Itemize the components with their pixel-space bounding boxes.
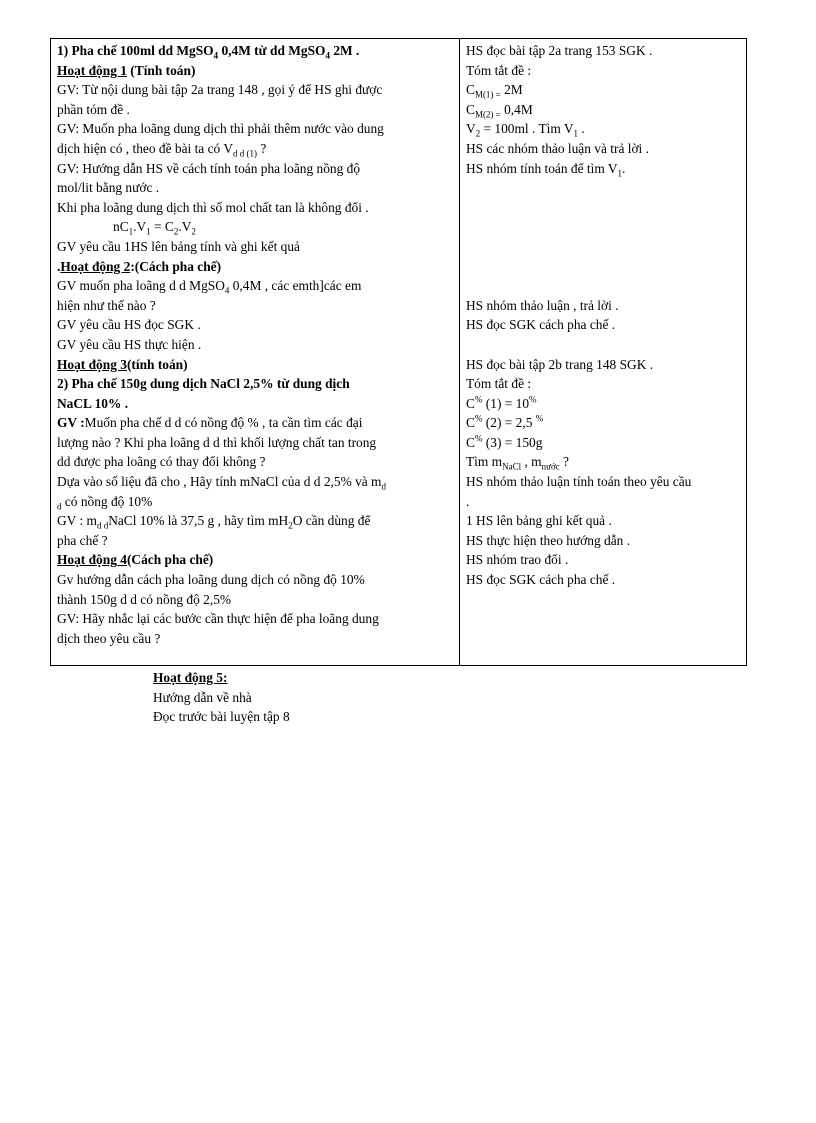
text-line: dd được pha loãng có thay đổi không ?: [57, 454, 266, 470]
text-line: HS thực hiện theo hướng dẫn .: [466, 532, 631, 548]
text-line: GV :Muốn pha chế d d có nồng độ % , ta cần tìm các đại: [57, 415, 363, 431]
text-line: HS đọc SGK cách pha chế .: [466, 317, 616, 333]
text-line: GV: Hướng dẫn HS về cách tính toán pha loãng nồng độ: [57, 160, 361, 176]
text-line: Tóm tắt đề :: [466, 376, 532, 392]
text-line: C% (2) = 2,5 %: [466, 413, 544, 431]
text-line: hiện như thế nào ?: [57, 297, 156, 313]
text-line: HS nhóm thảo luận tính toán theo yêu cầu: [466, 474, 692, 490]
text-line: 1 HS lên bảng ghi kết quả .: [466, 513, 612, 529]
text-line: thành 150g d d có nồng độ 2,5%: [57, 591, 232, 607]
text-line: GV: Muốn pha loãng dung dịch thì phải thêm nước vào dung: [57, 121, 384, 137]
text-line: HS các nhóm thảo luận và trả lời .: [466, 140, 649, 156]
text-line: phần tóm đề .: [57, 101, 130, 117]
dilution-formula: $nC_1.V_1 = C_2.V_2$: [113, 219, 196, 238]
text-line: Tìm $m_{NaCl}$ , $m_{nước}$ ?: [466, 454, 569, 473]
text-line: GV : $m_{d d}NaCl$ 10% là 37,5 g , hãy tìm $mH_2O$ cần dùng để: [57, 513, 371, 531]
text-line: C% (1) = 10%: [466, 394, 537, 411]
text-line: pha chế ?: [57, 532, 108, 548]
spacer: [466, 237, 744, 257]
spacer: [466, 178, 744, 198]
spacer: [466, 276, 744, 296]
activity-3-heading: Hoạt động 3(tính toán): [57, 356, 188, 372]
text-line: Khi pha loãng dung dịch thì số mol chất tan là không đổi .: [57, 199, 369, 215]
text-line: Tóm tắt đề :: [466, 62, 532, 78]
text-line: GV: Hãy nhắc lại các bước cần thực hiện để pha loãng dung: [57, 611, 379, 627]
task-2-title-cont: NaCL 10% .: [57, 395, 129, 411]
text-line: $C_{M(1) =}$ 2M: [466, 82, 523, 100]
text-line: GV yêu cầu HS đọc SGK .: [57, 317, 201, 333]
task-1-title: 1) Pha chế 100ml dd MgSO$_4$ 0,4M từ dd MgSO$_4$ 2M .: [57, 43, 360, 61]
spacer: [466, 257, 744, 277]
text-line: Hướng dẫn về nhà: [153, 689, 252, 705]
text-line: HS đọc bài tập 2b trang 148 SGK .: [466, 356, 654, 372]
student-activities-column: [466, 41, 744, 590]
activity-1-heading: Hoạt động 1 (Tính toán): [57, 62, 196, 78]
text-line: lượng nào ? Khi pha loãng d d thì khối lượng chất tan trong: [57, 434, 377, 450]
text-line: HS nhóm trao đổi .: [466, 552, 569, 568]
spacer: [466, 217, 744, 237]
teacher-activities-column: [57, 41, 453, 648]
text-line: HS nhóm tính toán để tìm $V_1$.: [466, 160, 626, 179]
text-line: HS nhóm thảo luận , trả lời .: [466, 297, 619, 313]
text-line: C% (3) = 150g: [466, 433, 543, 450]
task-2-title: 2) Pha chế 150g dung dịch NaCl 2,5% từ dung dịch: [57, 376, 350, 392]
text-line: $C_{M(2) =}$ 0,4M: [466, 101, 533, 120]
text-line: dịch theo yêu cầu ?: [57, 630, 161, 646]
text-line: dịch hiện có , theo đề bài ta có $V_{d d (1)}$ ?: [57, 140, 267, 159]
activity-5-heading: Hoạt động 5:: [153, 670, 228, 685]
text-line: Đọc trước bài luyện tập 8: [153, 709, 290, 725]
text-line: Gv hướng dẫn cách pha loãng dung dịch có nồng độ 10%: [57, 572, 365, 588]
text-line: $_d$ có nồng độ 10%: [57, 493, 153, 512]
column-divider: [459, 39, 460, 665]
spacer: [466, 335, 744, 355]
homework-section: [153, 668, 290, 727]
text-line: GV muốn pha loãng d d MgSO$_4$ 0,4M , các emth]các em: [57, 278, 362, 296]
text-line: .: [466, 493, 470, 509]
activity-2-heading: .Hoạt động 2:(Cách pha chế): [57, 258, 222, 274]
activity-4-heading: Hoạt động 4(Cách pha chế): [57, 552, 214, 568]
text-line: mol/lit bằng nước .: [57, 180, 160, 196]
spacer: [466, 198, 744, 218]
text-line: HS đọc SGK cách pha chế .: [466, 572, 616, 588]
text-line: $V_2 = 100ml$ . Tìm $V_1$ .: [466, 121, 585, 140]
text-line: Dựa vào số liệu đã cho , Hãy tính mNaCl của d d 2,5% và $m_d$: [57, 474, 386, 492]
text-line: GV yêu cầu HS thực hiện .: [57, 336, 202, 352]
lesson-table: [50, 38, 747, 666]
text-line: HS đọc bài tập 2a trang 153 SGK .: [466, 43, 653, 58]
text-line: GV: Từ nội dung bài tập 2a trang 148 , gọi ý để HS ghi được: [57, 82, 383, 98]
text-line: GV yêu cầu 1HS lên bảng tính và ghi kết quả: [57, 238, 300, 254]
